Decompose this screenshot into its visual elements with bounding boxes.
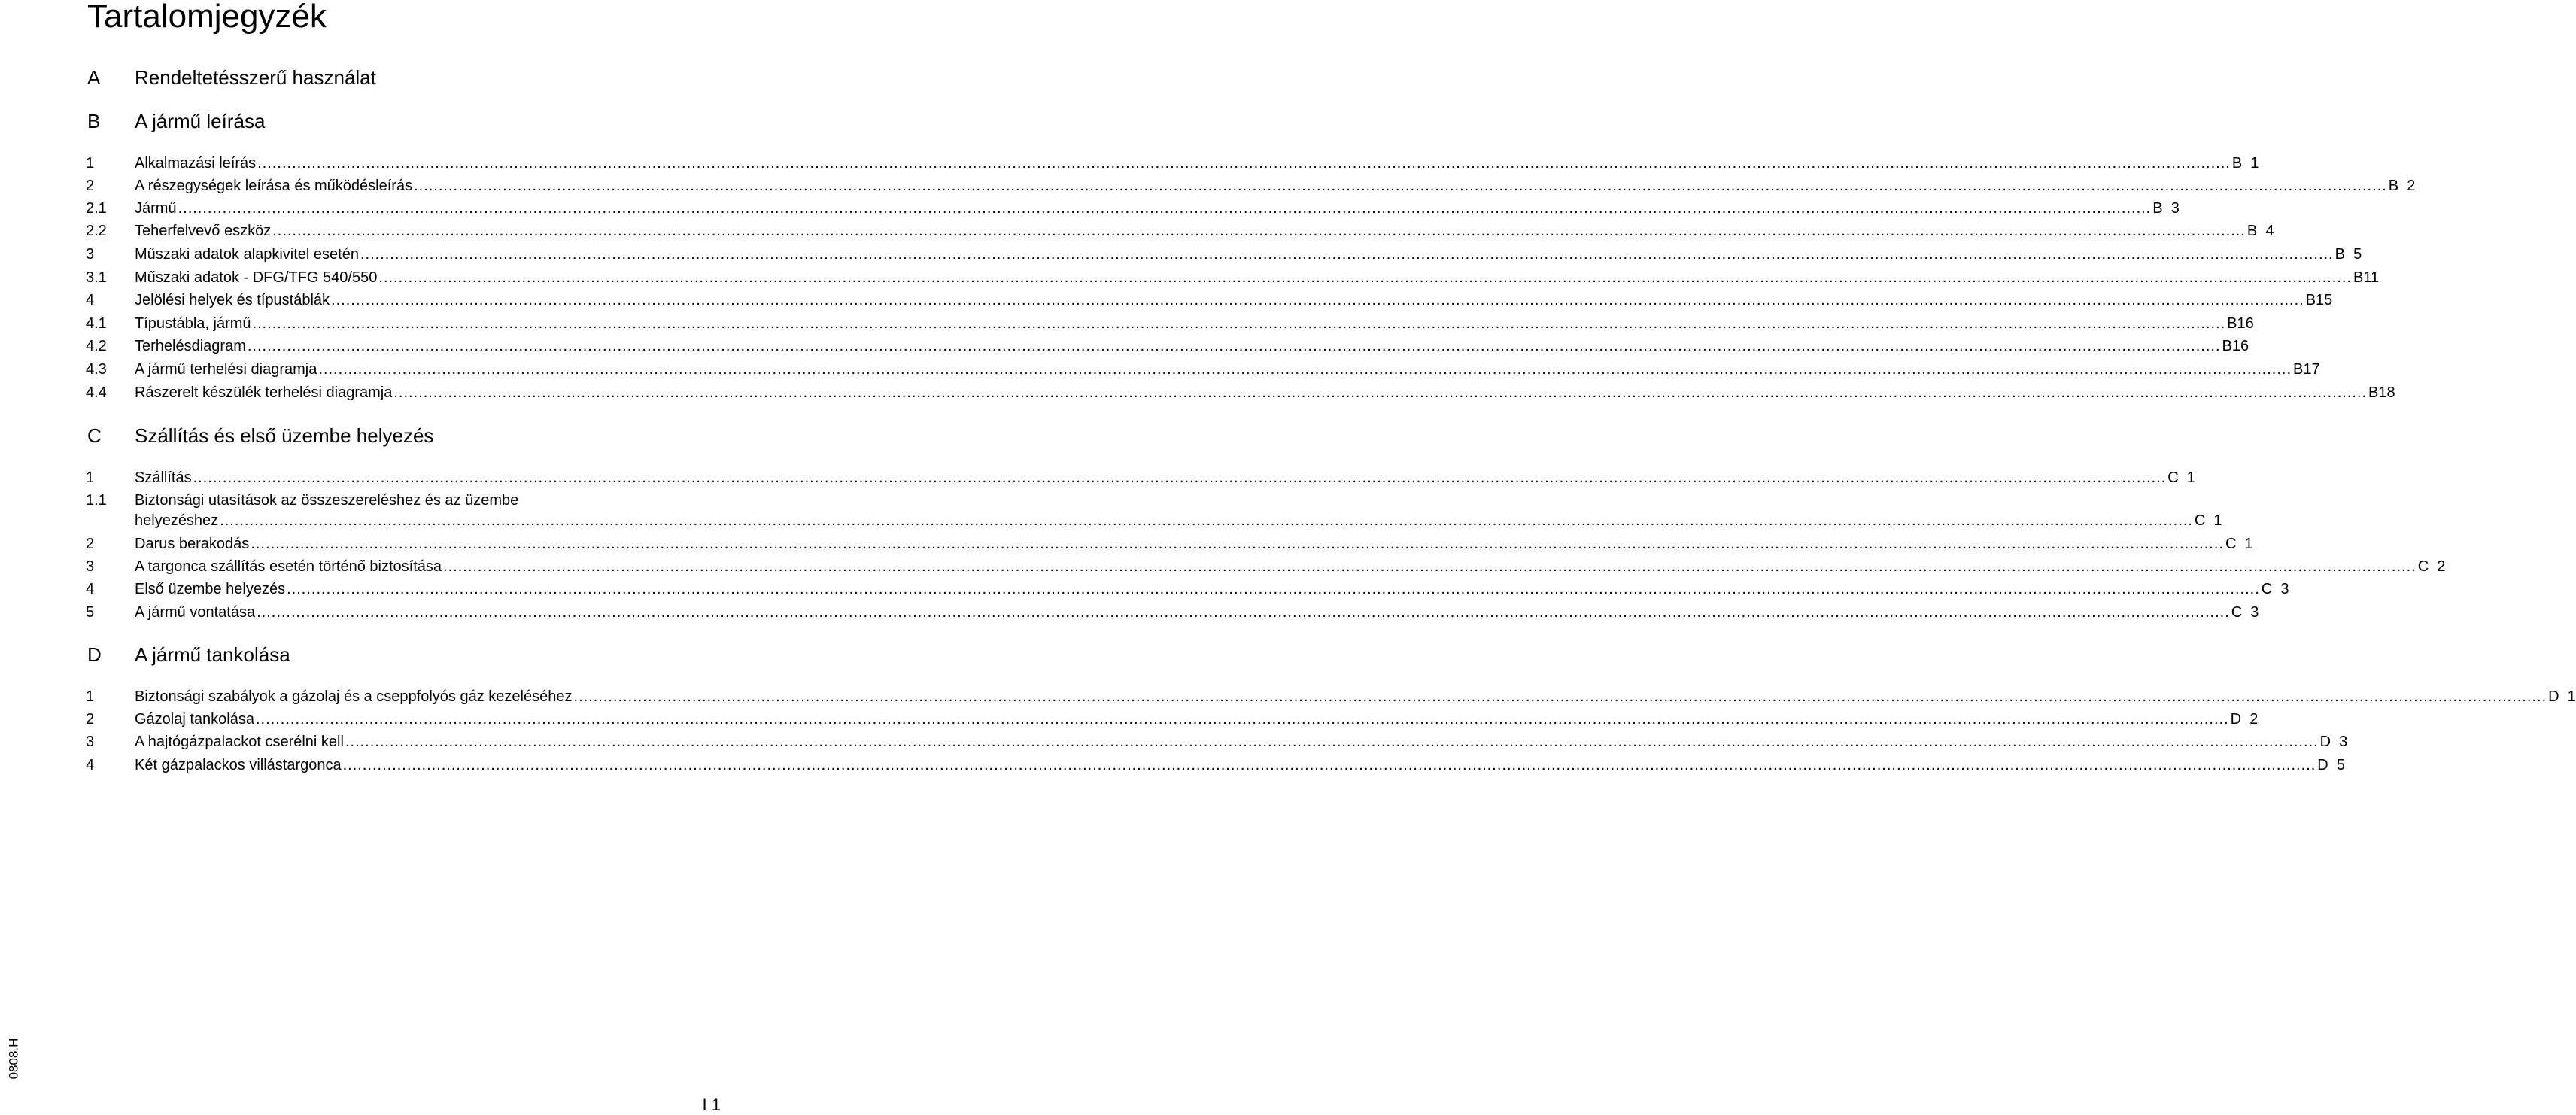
- entry-page: C 3: [2261, 581, 2289, 597]
- entry-label: Rászerelt készülék terhelési diagramja: [135, 384, 393, 401]
- entry-label: Biztonsági szabályok a gázolaj és a cseppfolyós gáz kezeléséhez: [135, 688, 573, 705]
- entry-label: helyezéshez: [135, 512, 219, 529]
- entry-page: D 5: [2317, 757, 2345, 773]
- section-title: Szállítás és első üzembe helyezés: [135, 424, 434, 447]
- entry-label-row: [135, 199, 2180, 218]
- entry-number: 1.1: [86, 492, 107, 509]
- entry-number: 4: [86, 581, 95, 597]
- entry-label-row: [135, 603, 2259, 622]
- section-letter: D: [87, 643, 102, 666]
- entry-number: 3: [86, 246, 95, 263]
- entry-label-row: [135, 687, 2576, 706]
- entry-label: Két gázpalackos villástargonca: [135, 757, 342, 773]
- section-letter: A: [87, 66, 101, 89]
- dot-leader: ................................................................................................................................................................................................................................................................................................................................................................................................................: [178, 200, 2152, 217]
- entry-number: 4: [86, 757, 95, 773]
- dot-leader: ................................................................................................................................................................................................................................................................................................................................................................................................................: [342, 757, 2316, 773]
- entry-label-row: [135, 755, 2345, 775]
- entry-page: B 1: [2231, 155, 2259, 172]
- entry-page: B18: [2368, 384, 2395, 401]
- dot-leader: ................................................................................................................................................................................................................................................................................................................................................................................................................: [252, 315, 2226, 332]
- entry-label: Szállítás: [135, 469, 192, 486]
- entry-page: D 1: [2548, 688, 2576, 705]
- section-title: Rendeltetésszerű használat: [135, 66, 376, 89]
- section-title: A jármű leírása: [135, 110, 266, 132]
- section-letter: C: [87, 424, 102, 447]
- dot-leader: ................................................................................................................................................................................................................................................................................................................................................................................................................: [220, 512, 2193, 529]
- entry-number: 2: [86, 536, 95, 552]
- entry-number: 1: [86, 688, 95, 705]
- dot-leader: ................................................................................................................................................................................................................................................................................................................................................................................................................: [573, 688, 2547, 705]
- document-code-text: 0808.H: [6, 1038, 21, 1080]
- entry-label: Típustábla, jármű: [135, 315, 251, 332]
- entry-page: B 4: [2246, 223, 2274, 239]
- entry-number: 2: [86, 178, 95, 194]
- entry-label: Teherfelvevő eszköz: [135, 223, 272, 239]
- entry-number: 2: [86, 711, 95, 728]
- entry-label-row: [135, 336, 2249, 356]
- entry-label: Műszaki adatok - DFG/TFG 540/550: [135, 269, 378, 286]
- entry-page: B11: [2353, 269, 2380, 286]
- entry-label: A jármű terhelési diagramja: [135, 361, 317, 378]
- entry-label-row: [135, 268, 2380, 287]
- dot-leader: ................................................................................................................................................................................................................................................................................................................................................................................................................: [393, 384, 2368, 401]
- dot-leader: ................................................................................................................................................................................................................................................................................................................................................................................................................: [255, 711, 2229, 728]
- page-number: I 1: [702, 1095, 721, 1114]
- dot-leader: ................................................................................................................................................................................................................................................................................................................................................................................................................: [247, 338, 2221, 354]
- entry-number: 4.3: [86, 361, 107, 378]
- entry-page: B16: [2227, 315, 2254, 332]
- entry-label: Jármű: [135, 200, 177, 217]
- entry-number: 1: [86, 469, 95, 486]
- entry-label: Terhelésdiagram: [135, 338, 246, 354]
- entry-number: 3: [86, 734, 95, 750]
- entry-number: 1: [86, 155, 95, 172]
- entry-label: Alkalmazási leírás: [135, 155, 257, 172]
- dot-leader: ................................................................................................................................................................................................................................................................................................................................................................................................................: [251, 536, 2224, 552]
- dot-leader: ................................................................................................................................................................................................................................................................................................................................................................................................................: [414, 178, 2387, 194]
- entry-label-row: [135, 557, 2446, 576]
- dot-leader: ................................................................................................................................................................................................................................................................................................................................................................................................................: [193, 469, 2167, 486]
- entry-page: C 1: [2225, 536, 2253, 552]
- dot-leader: ................................................................................................................................................................................................................................................................................................................................................................................................................: [360, 246, 2334, 263]
- entry-number: 4: [86, 292, 95, 308]
- entry-number: 3: [86, 558, 95, 575]
- entry-label-row: [135, 709, 2259, 729]
- entry-label: Első üzembe helyezés: [135, 581, 286, 597]
- entry-label-row: [135, 176, 2416, 196]
- entry-label-row: [135, 360, 2320, 379]
- entry-page: D 2: [2230, 711, 2259, 728]
- entry-page: C 2: [2417, 558, 2446, 575]
- entry-page: D 3: [2319, 734, 2348, 750]
- dot-leader: ................................................................................................................................................................................................................................................................................................................................................................................................................: [257, 604, 2230, 621]
- entry-label: A részegységek leírása és működésleírás: [135, 178, 413, 194]
- entry-label-first-line: Biztonsági utasítások az összeszereléshez és az üzembe: [135, 492, 519, 509]
- dot-leader: ................................................................................................................................................................................................................................................................................................................................................................................................................: [287, 581, 2260, 597]
- entry-label: A jármű vontatása: [135, 604, 256, 621]
- entry-label-row: [135, 314, 2254, 333]
- dot-leader: ................................................................................................................................................................................................................................................................................................................................................................................................................: [378, 269, 2352, 286]
- entry-number: 4.1: [86, 315, 107, 332]
- entry-page: B 3: [2152, 200, 2180, 217]
- entry-number: 2.2: [86, 223, 107, 239]
- entry-page: B15: [2305, 292, 2333, 308]
- entry-number: 3.1: [86, 269, 107, 286]
- entry-page: B 5: [2334, 246, 2362, 263]
- entry-label-row: [135, 221, 2274, 241]
- entry-label-row: [135, 732, 2348, 752]
- entry-label-row: [135, 468, 2195, 488]
- entry-label: Gázolaj tankolása: [135, 711, 254, 728]
- entry-page: C 1: [2194, 512, 2222, 529]
- entry-label: Jelölési helyek és típustáblák: [135, 292, 330, 308]
- dot-leader: ................................................................................................................................................................................................................................................................................................................................................................................................................: [272, 223, 2246, 239]
- section-title: A jármű tankolása: [135, 643, 290, 666]
- dot-leader: ................................................................................................................................................................................................................................................................................................................................................................................................................: [318, 361, 2292, 378]
- entry-page: C 1: [2167, 469, 2195, 486]
- entry-number: 4.4: [86, 384, 107, 401]
- entry-label: Darus berakodás: [135, 536, 250, 552]
- entry-page: B16: [2222, 338, 2249, 354]
- entry-number: 2.1: [86, 200, 107, 217]
- entry-page: B 2: [2388, 178, 2416, 194]
- section-letter: B: [87, 110, 101, 132]
- entry-page: C 3: [2231, 604, 2259, 621]
- page-title: Tartalomjegyzék: [87, 0, 327, 35]
- dot-leader: ................................................................................................................................................................................................................................................................................................................................................................................................................: [345, 734, 2319, 750]
- entry-label-row: [135, 245, 2362, 264]
- entry-label-row: [135, 383, 2395, 403]
- document-code: [0, 1032, 23, 1085]
- entry-label-row: [135, 579, 2289, 599]
- entry-number: 4.2: [86, 338, 107, 354]
- entry-label: A targonca szállítás esetén történő biztosítása: [135, 558, 442, 575]
- dot-leader: ................................................................................................................................................................................................................................................................................................................................................................................................................: [331, 292, 2304, 308]
- entry-page: B17: [2293, 361, 2320, 378]
- dot-leader: ................................................................................................................................................................................................................................................................................................................................................................................................................: [443, 558, 2417, 575]
- entry-number: 5: [86, 604, 95, 621]
- entry-label: A hajtógázpalackot cserélni kell: [135, 734, 344, 750]
- entry-label-row: [135, 534, 2253, 554]
- entry-label-row: [135, 290, 2333, 310]
- entry-label-row: [135, 153, 2259, 173]
- entry-label-row: [135, 511, 2222, 530]
- dot-leader: ................................................................................................................................................................................................................................................................................................................................................................................................................: [257, 155, 2231, 172]
- entry-label: Műszaki adatok alapkivitel esetén: [135, 246, 359, 263]
